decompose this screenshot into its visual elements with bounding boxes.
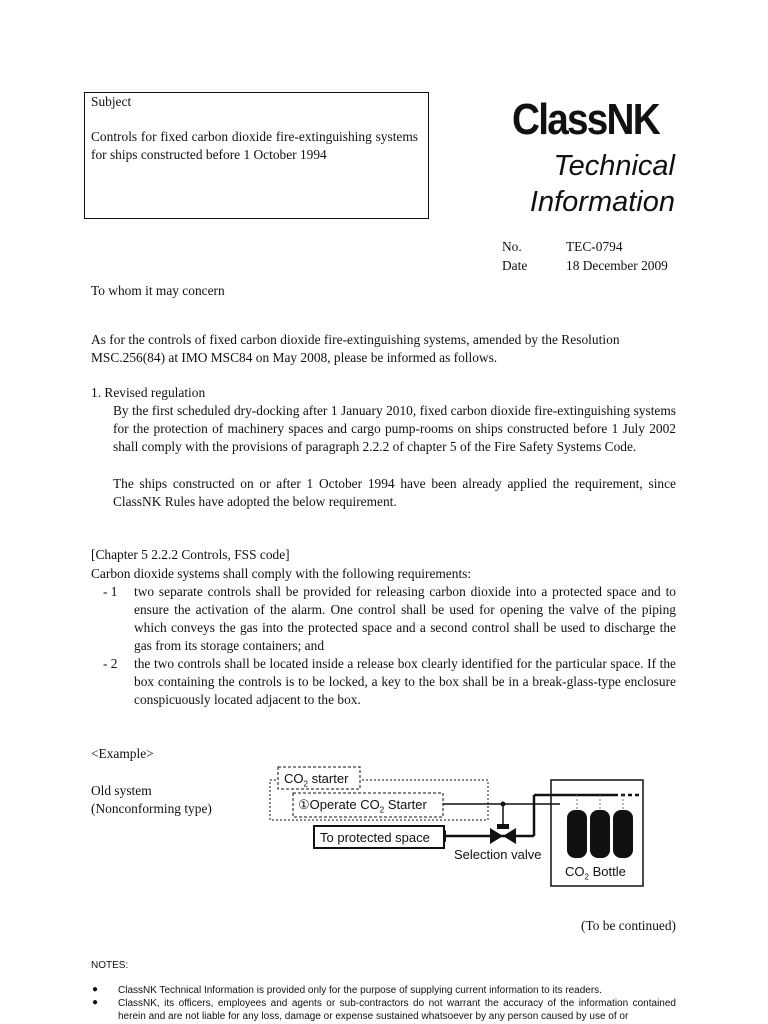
subject-label: Subject (91, 94, 132, 109)
co2-bottle-label: $CO_2$ Bottle (565, 864, 626, 882)
notes-label: NOTES: (91, 960, 129, 971)
subject-text: Controls for fixed carbon dioxide fire-extinguishing systems for ships constructed before 1 October 1994 (91, 129, 418, 162)
to-protected-space-label: To protected space (320, 830, 430, 845)
co2-bottle-3 (613, 810, 633, 858)
nonconforming-label: (Nonconforming type) (91, 801, 212, 816)
classnk-logo: ClassNK (512, 95, 659, 144)
intro-line1: As for the controls of fixed carbon dioxide fire-extinguishing systems, amended by the Resolution (91, 332, 620, 347)
note-1: ClassNK Technical Information is provided only for the purpose of supplying current information to its readers. (118, 985, 602, 996)
title-information: Information (529, 186, 675, 218)
section1-title: 1. Revised regulation (91, 385, 206, 400)
no-value: TEC-0794 (566, 239, 623, 254)
note-2: ClassNK, its officers, employees and agents or sub-contractors do not warrant the accuracy of the information contained herein and are not liable for any loss, damage or expense sustained whatsoever by any person caused by use of or (118, 998, 676, 1022)
co2-starter-label: $CO_2$ starter (284, 771, 349, 789)
chapter-intro: Carbon dioxide systems shall comply with the following requirements: (91, 566, 472, 581)
title-technical: Technical (553, 150, 675, 182)
date-value: 18 December 2009 (566, 258, 668, 273)
selection-valve-symbol-right (503, 828, 516, 844)
no-label: No. (502, 239, 522, 254)
selection-valve-label: Selection valve (454, 847, 542, 862)
old-system-label: Old system (91, 783, 152, 798)
selection-valve-symbol (490, 828, 503, 844)
bullet-icon: ● (92, 984, 99, 995)
operate-starter-label: ①Operate $CO_2$ Starter (298, 797, 427, 815)
item1-text: two separate controls shall be provided for releasing carbon dioxide into a protected space and to ensure the activation of the alarm. One control shall be used for opening the valve of the piping which conveys the gas into the protected space and a second control shall be used to discharge the gas from its storage containers; and (134, 584, 676, 653)
item2-number: - 2 (103, 656, 118, 671)
co2-bottle-2 (590, 810, 610, 858)
co2-bottle-1 (567, 810, 587, 858)
to-be-continued: (To be continued) (581, 918, 676, 933)
example-label: <Example> (91, 746, 154, 761)
intro-line2: MSC.256(84) at IMO MSC84 on May 2008, please be informed as follows. (91, 350, 498, 365)
valve-actuator (497, 824, 509, 829)
chapter-reference: [Chapter 5 2.2.2 Controls, FSS code] (91, 547, 290, 562)
salutation: To whom it may concern (91, 283, 225, 298)
item2-text: the two controls shall be located inside a release box clearly identified for the particular space. If the box containing the controls is to be locked, a key to the box shall be in a break-glass-type enclosure conspicuously located adjacent to the box. (134, 656, 676, 707)
item1-number: - 1 (103, 584, 118, 599)
section1-paragraph1: By the first scheduled dry-docking after 1 January 2010, fixed carbon dioxide fire-extinguishing systems for the protection of machinery spaces and cargo pump-rooms on ships constructed before 1 July 2002 shall comply with the provisions of paragraph 2.2.2 of chapter 5 of the Fire Safety Systems Code. (113, 403, 676, 454)
bullet-icon: ● (92, 997, 99, 1008)
section1-paragraph2: The ships constructed on or after 1 October 1994 have been already applied the requirement, since ClassNK Rules have adopted the below requirement. (113, 476, 676, 509)
date-label: Date (502, 258, 528, 273)
